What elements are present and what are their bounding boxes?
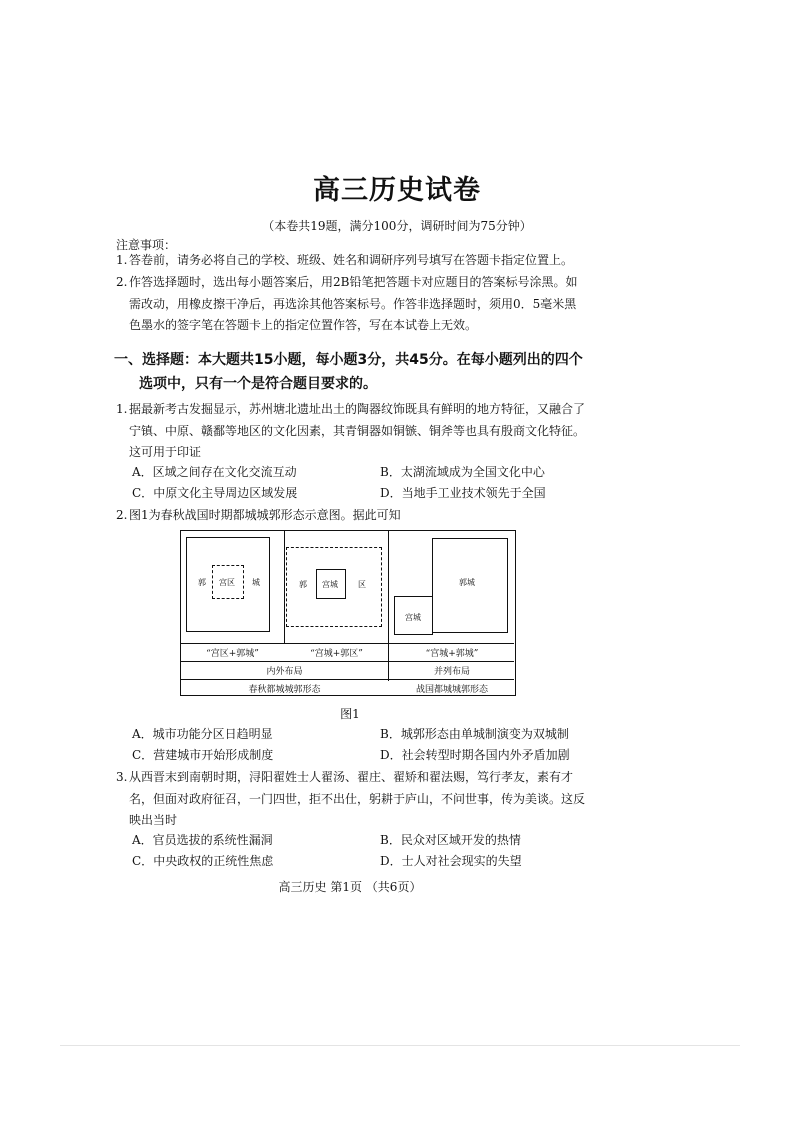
q2-option-b[interactable] — [380, 725, 569, 742]
option-text: 营建城市开始形成制度 — [153, 748, 274, 762]
option-text: 中原文化主导周边区域发展 — [153, 486, 298, 500]
page-divider — [60, 1045, 740, 1046]
question-number: 2. — [116, 508, 128, 522]
q3-option-a[interactable] — [132, 831, 273, 848]
q3-option-c[interactable] — [132, 852, 273, 869]
q1-option-b[interactable] — [380, 463, 545, 480]
option-text: 官员选拔的系统性漏洞 — [152, 833, 273, 847]
notice-item-number: 2. — [116, 275, 128, 289]
q2-option-d[interactable] — [380, 746, 570, 763]
q3-option-b[interactable] — [380, 831, 521, 848]
panel3-label-small: 宫城 — [405, 613, 421, 622]
option-label: B． — [380, 833, 401, 847]
option-text: 民众对区域开发的热情 — [400, 833, 521, 847]
page-title: 高三历史试卷 — [313, 175, 481, 206]
panel3-label-large: 郭城 — [459, 578, 475, 587]
option-label: B． — [380, 465, 401, 479]
option-label: A． — [132, 727, 153, 741]
layout-right: 并列布局 — [433, 667, 470, 677]
q2-option-a[interactable] — [132, 725, 273, 742]
option-label: D． — [380, 486, 402, 500]
section-heading-line1: 一、选择题：本大题共15小题，每小题3分，共45分。在每小题列出的四个 — [114, 352, 583, 368]
notice-item-number: 1. — [116, 253, 128, 267]
question-stem: 图1为春秋战国时期都城城郭形态示意图。据此可知 — [129, 508, 401, 522]
figure-caption: 图1 — [340, 707, 360, 721]
panel1-label-left: 郭 — [198, 578, 206, 587]
option-text: 当地手工业技术领先于全国 — [401, 486, 546, 500]
question-2 — [116, 505, 594, 527]
divider — [181, 661, 514, 662]
notice-item-2 — [116, 272, 586, 337]
panel2-caption: “宫城+郭区” — [310, 649, 363, 659]
option-label: D． — [380, 748, 402, 762]
option-text: 城郭形态由单城制演变为双城制 — [400, 727, 569, 741]
divider — [181, 643, 514, 644]
panel2-label-left: 郭 — [299, 580, 307, 589]
panel3-caption: “宫城+郭城” — [425, 649, 479, 659]
option-label: C． — [132, 854, 154, 868]
option-text: 太湖流域成为全国文化中心 — [400, 465, 545, 479]
option-text: 士人对社会现实的失望 — [401, 854, 522, 868]
panel2-label-right: 区 — [358, 580, 366, 589]
option-text: 城市功能分区日趋明显 — [152, 727, 273, 741]
option-label: C． — [132, 748, 154, 762]
era-right: 战国都城城郭形态 — [415, 685, 488, 695]
q1-option-c[interactable] — [132, 484, 297, 501]
section-heading — [114, 348, 594, 396]
divider — [181, 679, 514, 680]
option-label: D． — [380, 854, 402, 868]
exam-subtitle: （本卷共19题，满分100分，调研时间为75分钟） — [262, 219, 532, 233]
question-number: 1. — [116, 402, 128, 416]
panel1-caption: “宫区+郭城” — [206, 649, 259, 659]
divider — [284, 531, 285, 643]
notice-heading: 注意事项： — [116, 238, 177, 252]
option-label: A． — [132, 465, 153, 479]
notice-item-text: 答卷前，请务必将自己的学校、班级、姓名和调研序列号填写在答题卡指定位置上。 — [129, 253, 574, 267]
option-text: 中央政权的正统性焦虑 — [153, 854, 274, 868]
panel1-label-right: 城 — [252, 578, 260, 587]
q1-option-a[interactable] — [132, 463, 297, 480]
question-stem: 据最新考古发掘显示，苏州塘北遗址出土的陶器纹饰既具有鲜明的地方特征，又融合了宁镇、中原、赣鄱等地区的文化因素，其青铜器如铜镞、铜斧等也具有殷商文化特征。这可用于印证 — [129, 402, 586, 459]
question-number: 3. — [116, 770, 128, 784]
notice-item-1 — [116, 250, 586, 272]
layout-left: 内外布局 — [266, 667, 303, 677]
notice-item-text: 作答选择题时，选出每小题答案后，用2B铅笔把答题卡对应题目的答案标号涂黑。如需改动，用橡皮擦干净后，再选涂其他答案标号。作答非选择题时，须用0．5毫米黑色墨水的签字笔在答题卡上的指定位置作答，写在本试卷上无效。 — [129, 275, 578, 332]
question-stem: 从西晋末到南朝时期，浔阳翟姓士人翟汤、翟庄、翟矫和翟法赐，笃行孝友，素有才名，但面对政府征召，一门四世，拒不出仕，躬耕于庐山，不问世事，传为美谈。这反映出当时 — [129, 770, 586, 827]
option-label: C． — [132, 486, 154, 500]
q3-option-d[interactable] — [380, 852, 522, 869]
question-1 — [116, 399, 594, 464]
section-heading-line2: 选项中，只有一个是符合题目要求的。 — [139, 376, 377, 392]
option-text: 区域之间存在文化交流互动 — [152, 465, 297, 479]
question-3 — [116, 767, 594, 832]
era-left: 春秋都城城郭形态 — [248, 685, 321, 695]
q1-option-d[interactable] — [380, 484, 546, 501]
option-label: B． — [380, 727, 401, 741]
panel2-label-inner: 宫城 — [322, 580, 338, 589]
panel1-label-inner: 宫区 — [219, 578, 235, 587]
figure-1-city-layout — [180, 530, 516, 696]
option-text: 社会转型时期各国内外矛盾加剧 — [401, 748, 570, 762]
page-footer: 高三历史 第1页 （共6页） — [278, 880, 422, 894]
q2-option-c[interactable] — [132, 746, 273, 763]
option-label: A． — [132, 833, 153, 847]
